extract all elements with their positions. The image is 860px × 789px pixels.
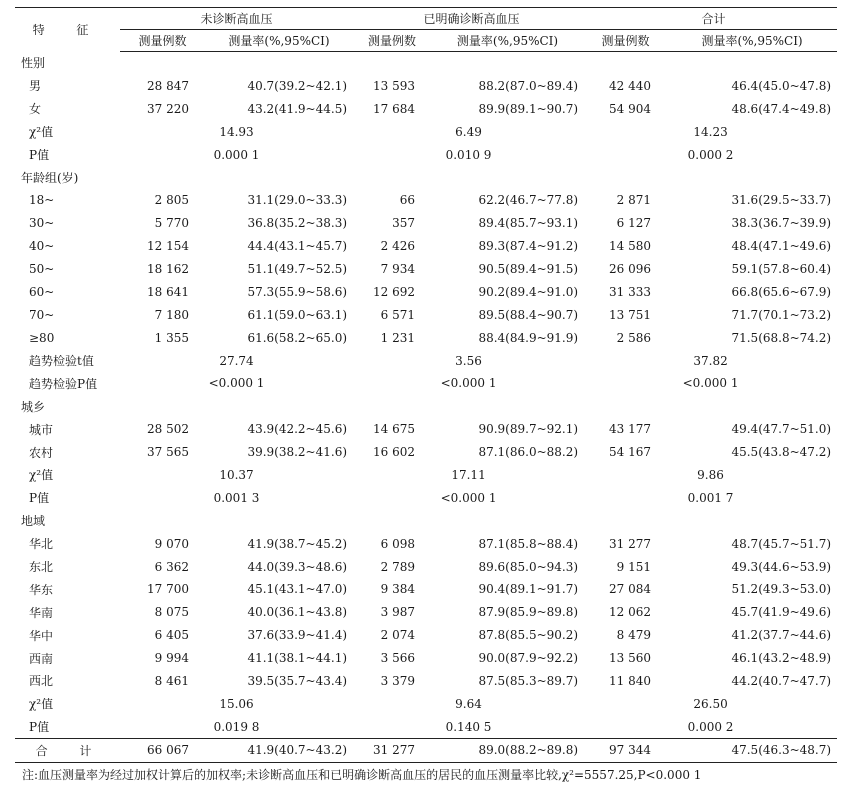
rate-cell: 89.4(85.7~93.1) — [478, 216, 579, 231]
empty-cell — [120, 395, 205, 418]
rate-cell: 41.9(38.7~45.2) — [247, 536, 348, 551]
rate-cell: 44.0(39.3~48.6) — [247, 559, 348, 574]
row-label: 女 — [29, 102, 42, 117]
total-rate-cell: 89.0(88.2~89.8) — [431, 738, 584, 762]
total-count-cell: 97 344 — [584, 738, 667, 762]
table-row — [15, 280, 837, 303]
rate-cell: 37.6(33.9~41.4) — [247, 628, 348, 643]
stat-label: χ²值 — [29, 697, 54, 712]
table-row — [15, 647, 837, 670]
rate-cell: 89.3(87.4~91.2) — [478, 239, 579, 254]
count-cell: 16 602 — [373, 445, 416, 460]
count-cell: 9 384 — [380, 582, 416, 597]
empty-cell — [205, 509, 353, 532]
count-cell: 7 180 — [154, 307, 189, 322]
stat-value: 0.001 7 — [687, 490, 734, 505]
count-cell: 37 565 — [147, 445, 189, 460]
count-cell: 12 154 — [147, 239, 189, 254]
section-title: 城乡 — [21, 399, 46, 414]
count-cell: 17 700 — [147, 582, 189, 597]
row-label: 男 — [29, 79, 42, 94]
table-row — [15, 303, 837, 326]
stat-value: <0.000 1 — [682, 376, 739, 391]
rate-cell: 61.6(58.2~65.0) — [247, 330, 348, 345]
empty-cell — [120, 166, 205, 189]
row-label: 18~ — [29, 193, 55, 208]
count-cell: 6 405 — [154, 628, 189, 643]
count-cell: 6 127 — [616, 216, 652, 231]
rate-cell: 48.6(47.4~49.8) — [731, 101, 832, 116]
stat-value: <0.000 1 — [440, 490, 497, 505]
rate-cell: 49.4(47.7~51.0) — [731, 422, 832, 437]
subheader-count: 测量例数 — [353, 30, 431, 52]
rate-cell: 71.7(70.1~73.2) — [731, 307, 832, 322]
count-cell: 2 586 — [616, 330, 652, 345]
count-cell: 6 098 — [380, 536, 416, 551]
empty-cell — [353, 166, 431, 189]
count-cell: 6 362 — [154, 559, 189, 574]
count-cell: 42 440 — [609, 78, 652, 93]
section-row — [15, 395, 837, 418]
rate-cell: 66.8(65.6~67.9) — [731, 284, 832, 299]
rate-cell: 87.1(86.0~88.2) — [478, 445, 579, 460]
section-row — [15, 166, 837, 189]
stat-value: 0.001 3 — [213, 490, 260, 505]
stat-row — [15, 143, 837, 166]
rate-cell: 87.9(85.9~89.8) — [478, 605, 579, 620]
table-row — [15, 189, 837, 212]
table-row — [15, 670, 837, 693]
table-row — [15, 326, 837, 349]
rate-cell: 89.5(88.4~90.7) — [478, 307, 579, 322]
count-cell: 27 084 — [609, 582, 652, 597]
stat-value: 0.000 2 — [687, 719, 734, 734]
subheader-rate: 测量率(%,95%CI) — [205, 30, 353, 52]
hypertension-measurement-table — [15, 7, 837, 763]
count-cell: 2 805 — [154, 193, 189, 208]
stat-value: 3.56 — [455, 353, 482, 368]
row-label: 华东 — [29, 582, 54, 597]
empty-cell — [353, 509, 431, 532]
stat-label: 趋势检验t值 — [29, 354, 94, 369]
table-row — [15, 441, 837, 464]
count-cell: 13 593 — [373, 78, 416, 93]
total-row — [15, 738, 837, 762]
rate-cell: 87.1(85.8~88.4) — [478, 536, 579, 551]
stat-value: <0.000 1 — [208, 376, 265, 391]
table-row — [15, 601, 837, 624]
rate-cell: 87.8(85.5~90.2) — [478, 628, 579, 643]
count-cell: 2 871 — [616, 193, 652, 208]
rate-cell: 41.1(38.1~44.1) — [247, 651, 348, 666]
stat-value: 17.11 — [451, 467, 486, 482]
count-cell: 37 220 — [147, 101, 189, 116]
stat-label: χ²值 — [29, 468, 54, 483]
row-label: 60~ — [29, 284, 55, 299]
rate-cell: 90.5(89.4~91.5) — [478, 261, 579, 276]
rate-cell: 40.0(36.1~43.8) — [247, 605, 348, 620]
row-label: 30~ — [29, 216, 55, 231]
feature-header: 特 征 — [15, 8, 120, 52]
count-cell: 3 566 — [380, 651, 416, 666]
group-header-diagnosed: 已明确诊断高血压 — [353, 8, 584, 30]
count-cell: 357 — [392, 216, 416, 231]
rate-cell: 88.2(87.0~89.4) — [478, 78, 579, 93]
total-label — [15, 738, 120, 762]
rate-cell: 48.4(47.1~49.6) — [731, 239, 832, 254]
count-cell: 18 162 — [147, 261, 189, 276]
rate-cell: 89.9(89.1~90.7) — [478, 101, 579, 116]
rate-cell: 61.1(59.0~63.1) — [247, 307, 348, 322]
count-cell: 8 075 — [154, 605, 189, 620]
count-cell: 2 426 — [380, 239, 416, 254]
stat-value: 26.50 — [693, 696, 728, 711]
stat-label: 趋势检验P值 — [29, 376, 98, 391]
table-body — [15, 52, 837, 763]
row-label: 华南 — [29, 605, 54, 620]
table-row — [15, 532, 837, 555]
stat-value: 14.23 — [693, 124, 728, 139]
count-cell: 66 — [399, 193, 416, 208]
count-cell: 9 994 — [154, 651, 189, 666]
section-title: 年龄组(岁) — [21, 170, 79, 185]
stat-row — [15, 715, 837, 738]
rate-cell: 89.6(85.0~94.3) — [478, 559, 579, 574]
table-row — [15, 258, 837, 281]
count-cell: 43 177 — [609, 422, 652, 437]
stat-row — [15, 692, 837, 715]
row-label: 70~ — [29, 307, 55, 322]
stat-value: 14.93 — [219, 124, 254, 139]
table-row — [15, 212, 837, 235]
stat-label: P值 — [29, 720, 50, 735]
count-cell: 12 692 — [373, 284, 416, 299]
stat-label: P值 — [29, 148, 50, 162]
count-cell: 6 571 — [380, 307, 416, 322]
count-cell: 14 675 — [373, 422, 416, 437]
rate-cell: 46.4(45.0~47.8) — [731, 78, 832, 93]
table-row — [15, 97, 837, 120]
empty-cell — [431, 166, 584, 189]
group-header-total: 合计 — [584, 8, 837, 30]
count-cell: 54 904 — [609, 101, 652, 116]
stat-row — [15, 464, 837, 487]
empty-cell — [667, 395, 837, 418]
count-cell: 17 684 — [373, 101, 416, 116]
stat-row — [15, 120, 837, 143]
count-cell: 8 461 — [154, 673, 189, 688]
count-cell: 9 151 — [616, 559, 652, 574]
row-label: 东北 — [29, 560, 54, 575]
rate-cell: 48.7(45.7~51.7) — [731, 536, 832, 551]
rate-cell: 90.0(87.9~92.2) — [478, 651, 579, 666]
rate-cell: 62.2(46.7~77.8) — [478, 193, 579, 208]
table-row — [15, 578, 837, 601]
total-rate-cell: 47.5(46.3~48.7) — [667, 738, 837, 762]
table-footnote: 注:血压测量率为经过加权计算后的加权率;未诊断高血压和已明确诊断高血压的居民的血压测量率比较,χ²=5557.25,P<0.000 1 — [22, 768, 702, 782]
table-row — [15, 555, 837, 578]
row-label: ≥80 — [29, 330, 55, 345]
count-cell: 3 379 — [380, 673, 416, 688]
row-label: 城市 — [29, 422, 54, 437]
rate-cell: 71.5(68.8~74.2) — [731, 330, 832, 345]
empty-cell — [120, 52, 205, 75]
count-cell: 26 096 — [609, 261, 652, 276]
count-cell: 11 840 — [609, 673, 652, 688]
stat-value: 0.000 2 — [687, 147, 734, 162]
section-title: 地域 — [21, 514, 46, 529]
section-row — [15, 52, 837, 75]
count-cell: 28 847 — [147, 78, 189, 93]
rate-cell: 36.8(35.2~38.3) — [247, 216, 348, 231]
stat-label: χ²值 — [29, 125, 54, 140]
rate-cell: 90.4(89.1~91.7) — [478, 582, 579, 597]
empty-cell — [205, 166, 353, 189]
table-row — [15, 74, 837, 97]
count-cell: 13 751 — [609, 307, 652, 322]
rate-cell: 44.2(40.7~47.7) — [731, 673, 832, 688]
rate-cell: 43.2(41.9~44.5) — [247, 101, 348, 116]
count-cell: 14 580 — [609, 239, 652, 254]
subheader-count: 测量例数 — [120, 30, 205, 52]
count-cell: 18 641 — [147, 284, 189, 299]
rate-cell: 31.1(29.0~33.3) — [247, 193, 348, 208]
stat-value: 15.06 — [219, 696, 254, 711]
row-label: 西北 — [29, 674, 54, 689]
stat-value: 6.49 — [455, 124, 482, 139]
rate-cell: 87.5(85.3~89.7) — [478, 673, 579, 688]
subheader-rate: 测量率(%,95%CI) — [431, 30, 584, 52]
empty-cell — [584, 395, 667, 418]
count-cell: 13 560 — [609, 651, 652, 666]
table-row — [15, 235, 837, 258]
row-label: 西南 — [29, 651, 54, 666]
count-cell: 1 355 — [154, 330, 189, 345]
row-label: 华北 — [29, 537, 54, 552]
empty-cell — [667, 166, 837, 189]
rate-cell: 41.2(37.7~44.6) — [731, 628, 832, 643]
count-cell: 9 070 — [154, 536, 189, 551]
total-count-cell: 31 277 — [353, 738, 431, 762]
rate-cell: 51.1(49.7~52.5) — [247, 261, 348, 276]
rate-cell: 43.9(42.2~45.6) — [247, 422, 348, 437]
rate-cell: 49.3(44.6~53.9) — [731, 559, 832, 574]
row-label: 40~ — [29, 239, 55, 254]
rate-cell: 45.5(43.8~47.2) — [731, 445, 832, 460]
rate-cell: 59.1(57.8~60.4) — [731, 261, 832, 276]
count-cell: 3 987 — [380, 605, 416, 620]
empty-cell — [120, 509, 205, 532]
rate-cell: 88.4(84.9~91.9) — [478, 330, 579, 345]
count-cell: 5 770 — [154, 216, 189, 231]
rate-cell: 46.1(43.2~48.9) — [731, 651, 832, 666]
empty-cell — [353, 52, 431, 75]
rate-cell: 90.9(89.7~92.1) — [478, 422, 579, 437]
group-header-undiagnosed: 未诊断高血压 — [120, 8, 353, 30]
empty-cell — [667, 52, 837, 75]
stat-row — [15, 486, 837, 509]
empty-cell — [431, 509, 584, 532]
empty-cell — [353, 395, 431, 418]
count-cell: 12 062 — [609, 605, 652, 620]
total-rate-cell: 41.9(40.7~43.2) — [205, 738, 353, 762]
empty-cell — [431, 52, 584, 75]
rate-cell: 40.7(39.2~42.1) — [247, 78, 348, 93]
empty-cell — [431, 395, 584, 418]
total-count-cell: 66 067 — [120, 738, 205, 762]
count-cell: 8 479 — [616, 628, 652, 643]
total-label-text: 合 计 — [35, 743, 106, 758]
rate-cell: 39.5(35.7~43.4) — [247, 673, 348, 688]
stat-value: 0.010 9 — [445, 147, 492, 162]
count-cell: 31 333 — [609, 284, 652, 299]
row-label: 华中 — [29, 628, 54, 643]
rate-cell: 45.7(41.9~49.6) — [731, 605, 832, 620]
count-cell: 54 167 — [609, 445, 652, 460]
stat-value: 27.74 — [219, 353, 254, 368]
stat-row — [15, 372, 837, 395]
rate-cell: 90.2(89.4~91.0) — [478, 284, 579, 299]
stat-value: 10.37 — [219, 467, 254, 482]
stat-value: 0.140 5 — [445, 719, 492, 734]
stat-label: P值 — [29, 491, 50, 506]
stat-value: 0.019 8 — [213, 719, 260, 734]
table-row — [15, 624, 837, 647]
rate-cell: 38.3(36.7~39.9) — [731, 216, 832, 231]
rate-cell: 51.2(49.3~53.0) — [731, 582, 832, 597]
subheader-count: 测量例数 — [584, 30, 667, 52]
count-cell: 31 277 — [609, 536, 652, 551]
stat-value: <0.000 1 — [440, 376, 497, 391]
stat-row — [15, 349, 837, 372]
section-row — [15, 509, 837, 532]
count-cell: 2 789 — [380, 559, 416, 574]
subheader-rate: 测量率(%,95%CI) — [667, 30, 837, 52]
stat-value: 9.86 — [697, 467, 724, 482]
rate-cell: 45.1(43.1~47.0) — [247, 582, 348, 597]
row-label: 农村 — [29, 445, 54, 460]
empty-cell — [205, 52, 353, 75]
empty-cell — [584, 52, 667, 75]
stat-value: 9.64 — [455, 696, 482, 711]
table-row — [15, 418, 837, 441]
rate-cell: 57.3(55.9~58.6) — [247, 284, 348, 299]
empty-cell — [584, 509, 667, 532]
stat-value: 37.82 — [693, 353, 728, 368]
row-label: 50~ — [29, 261, 55, 276]
section-title: 性别 — [21, 56, 46, 71]
empty-cell — [667, 509, 837, 532]
count-cell: 7 934 — [380, 261, 416, 276]
count-cell: 1 231 — [380, 330, 416, 345]
rate-cell: 31.6(29.5~33.7) — [731, 193, 832, 208]
empty-cell — [205, 395, 353, 418]
rate-cell: 44.4(43.1~45.7) — [247, 239, 348, 254]
count-cell: 28 502 — [147, 422, 189, 437]
count-cell: 2 074 — [380, 628, 416, 643]
rate-cell: 39.9(38.2~41.6) — [247, 445, 348, 460]
empty-cell — [584, 166, 667, 189]
stat-value: 0.000 1 — [213, 147, 260, 162]
